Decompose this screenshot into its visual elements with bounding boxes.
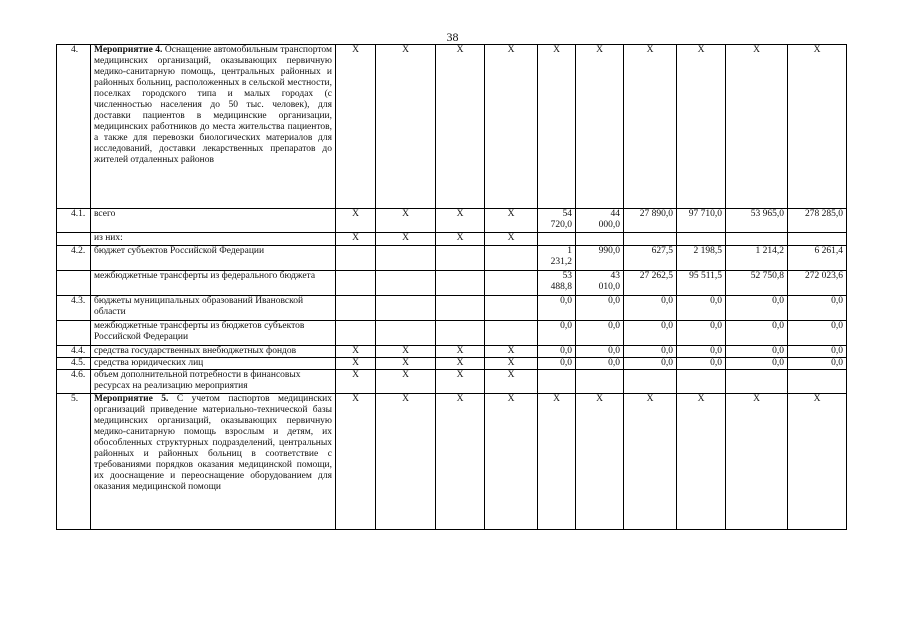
value-cell bbox=[436, 271, 485, 296]
value-cell: X bbox=[788, 45, 847, 209]
value-cell: X bbox=[376, 346, 436, 358]
value-cell: 0,0 bbox=[726, 358, 788, 370]
value-cell: 0,0 bbox=[677, 358, 726, 370]
value-cell: 53 488,8 bbox=[538, 271, 576, 296]
row-name: бюджет субъектов Российской Федерации bbox=[91, 246, 336, 271]
value-cell: X bbox=[336, 45, 376, 209]
row-name: межбюджетные трансферты из бюджетов субъектов Российской Федерации bbox=[91, 321, 336, 346]
value-cell: 0,0 bbox=[538, 358, 576, 370]
value-cell bbox=[376, 296, 436, 321]
table-row bbox=[57, 358, 847, 370]
row-number bbox=[57, 233, 91, 246]
value-cell: X bbox=[336, 209, 376, 233]
value-cell bbox=[376, 321, 436, 346]
value-cell: X bbox=[726, 45, 788, 209]
value-cell: 0,0 bbox=[576, 321, 624, 346]
row-number: 5. bbox=[57, 394, 91, 530]
value-cell bbox=[485, 271, 538, 296]
value-cell: X bbox=[538, 45, 576, 209]
value-cell bbox=[576, 370, 624, 394]
financing-table bbox=[56, 44, 847, 530]
measure-title: Мероприятие 5. bbox=[94, 394, 169, 404]
table-row bbox=[57, 233, 847, 246]
value-cell: X bbox=[436, 45, 485, 209]
value-cell: 0,0 bbox=[538, 346, 576, 358]
table-row bbox=[57, 209, 847, 233]
row-number: 4.1. bbox=[57, 209, 91, 233]
value-cell bbox=[336, 246, 376, 271]
value-cell: X bbox=[576, 394, 624, 530]
row-name bbox=[91, 394, 336, 530]
measure-description: С учетом паспортов медицинских организаций приведение материально-технической базы медицинских организаций, оказывающих первичную медико-санитарную помощь взрослым и детям, их обособленных структурных подразделений, центральных районных и районных больниц в соответствие с требованиями порядков оказания медицинской помощи, их дооснащение и переоснащение оборудованием для оказания медицинской помощи bbox=[94, 394, 332, 492]
row-number: 4.3. bbox=[57, 296, 91, 321]
row-name: средства государственных внебюджетных фондов bbox=[91, 346, 336, 358]
value-cell: X bbox=[485, 358, 538, 370]
value-cell: 6 261,4 bbox=[788, 246, 847, 271]
row-number: 4.5. bbox=[57, 358, 91, 370]
value-cell bbox=[376, 271, 436, 296]
table-row bbox=[57, 370, 847, 394]
row-number: 4.2. bbox=[57, 246, 91, 271]
value-cell: X bbox=[336, 370, 376, 394]
value-cell: 0,0 bbox=[624, 358, 677, 370]
table-row bbox=[57, 45, 847, 209]
value-cell: 0,0 bbox=[624, 346, 677, 358]
value-cell bbox=[538, 370, 576, 394]
value-cell: 0,0 bbox=[788, 358, 847, 370]
value-cell bbox=[624, 370, 677, 394]
value-cell bbox=[485, 296, 538, 321]
table-row bbox=[57, 271, 847, 296]
value-cell: 27 262,5 bbox=[624, 271, 677, 296]
row-number bbox=[57, 271, 91, 296]
value-cell bbox=[538, 233, 576, 246]
value-cell: X bbox=[485, 209, 538, 233]
measure-description: Оснащение автомобильным транспортом медицинских организаций, оказывающих первичную медико-санитарную помощь, центральных районных и районных больниц, расположенных в сельской местности, поселках городского типа и малых городах (с численностью населения до 50 тыс. человек), для доставки пациентов в медицинские организации, медицинских работников до места жительства пациентов, а также для перевозки биологических материалов для исследований, доставки лекарственных препаратов до жителей отдаленных районов bbox=[94, 45, 333, 165]
value-cell: X bbox=[485, 346, 538, 358]
value-cell: X bbox=[576, 45, 624, 209]
value-cell bbox=[336, 271, 376, 296]
value-cell: 0,0 bbox=[726, 346, 788, 358]
value-cell: X bbox=[336, 233, 376, 246]
value-cell: 990,0 bbox=[576, 246, 624, 271]
page-number: 38 bbox=[446, 30, 459, 44]
value-cell: 0,0 bbox=[624, 296, 677, 321]
value-cell: 2 198,5 bbox=[677, 246, 726, 271]
value-cell: 27 890,0 bbox=[624, 209, 677, 233]
value-cell bbox=[677, 370, 726, 394]
value-cell: 0,0 bbox=[624, 321, 677, 346]
value-cell: X bbox=[376, 233, 436, 246]
row-name: бюджеты муниципальных образований Ивановской области bbox=[91, 296, 336, 321]
value-cell: X bbox=[436, 358, 485, 370]
value-cell: 278 285,0 bbox=[788, 209, 847, 233]
value-cell: X bbox=[485, 394, 538, 530]
value-cell: X bbox=[538, 394, 576, 530]
value-cell: X bbox=[485, 45, 538, 209]
table-row bbox=[57, 296, 847, 321]
value-cell bbox=[677, 233, 726, 246]
value-cell: 52 750,8 bbox=[726, 271, 788, 296]
value-cell: 627,5 bbox=[624, 246, 677, 271]
value-cell bbox=[436, 321, 485, 346]
value-cell: X bbox=[376, 209, 436, 233]
value-cell: 95 511,5 bbox=[677, 271, 726, 296]
value-cell: X bbox=[788, 394, 847, 530]
value-cell: X bbox=[336, 358, 376, 370]
value-cell: 272 023,6 bbox=[788, 271, 847, 296]
value-cell bbox=[485, 246, 538, 271]
value-cell bbox=[336, 321, 376, 346]
value-cell bbox=[336, 296, 376, 321]
value-cell: 0,0 bbox=[726, 296, 788, 321]
table-row bbox=[57, 246, 847, 271]
value-cell: X bbox=[726, 394, 788, 530]
value-cell: 0,0 bbox=[677, 321, 726, 346]
value-cell: 0,0 bbox=[726, 321, 788, 346]
row-number: 4.4. bbox=[57, 346, 91, 358]
value-cell: X bbox=[485, 370, 538, 394]
value-cell: 0,0 bbox=[677, 296, 726, 321]
value-cell: X bbox=[436, 346, 485, 358]
value-cell: 0,0 bbox=[788, 346, 847, 358]
value-cell: 53 965,0 bbox=[726, 209, 788, 233]
value-cell: X bbox=[336, 346, 376, 358]
value-cell: 43 010,0 bbox=[576, 271, 624, 296]
value-cell: X bbox=[376, 370, 436, 394]
value-cell: 97 710,0 bbox=[677, 209, 726, 233]
measure-title: Мероприятие 4. bbox=[94, 45, 163, 55]
row-name: всего bbox=[91, 209, 336, 233]
value-cell: X bbox=[624, 394, 677, 530]
value-cell bbox=[376, 246, 436, 271]
value-cell bbox=[788, 233, 847, 246]
value-cell: X bbox=[624, 45, 677, 209]
value-cell: X bbox=[677, 394, 726, 530]
table-row bbox=[57, 346, 847, 358]
value-cell bbox=[726, 370, 788, 394]
value-cell: X bbox=[485, 233, 538, 246]
value-cell: 0,0 bbox=[576, 358, 624, 370]
value-cell: 0,0 bbox=[538, 296, 576, 321]
value-cell: 44 000,0 bbox=[576, 209, 624, 233]
row-name bbox=[91, 45, 336, 209]
value-cell: 0,0 bbox=[538, 321, 576, 346]
row-name: межбюджетные трансферты из федерального бюджета bbox=[91, 271, 336, 296]
row-number bbox=[57, 321, 91, 346]
value-cell: X bbox=[336, 394, 376, 530]
value-cell: 1 231,2 bbox=[538, 246, 576, 271]
value-cell bbox=[726, 233, 788, 246]
value-cell: 0,0 bbox=[788, 296, 847, 321]
value-cell: 0,0 bbox=[677, 346, 726, 358]
value-cell bbox=[576, 233, 624, 246]
value-cell: X bbox=[376, 358, 436, 370]
value-cell: 1 214,2 bbox=[726, 246, 788, 271]
value-cell: X bbox=[376, 45, 436, 209]
value-cell bbox=[624, 233, 677, 246]
row-name: из них: bbox=[91, 233, 336, 246]
value-cell bbox=[485, 321, 538, 346]
value-cell: X bbox=[436, 209, 485, 233]
table-row bbox=[57, 394, 847, 530]
value-cell: 0,0 bbox=[788, 321, 847, 346]
value-cell: 54 720,0 bbox=[538, 209, 576, 233]
value-cell: X bbox=[677, 45, 726, 209]
value-cell: X bbox=[436, 233, 485, 246]
table-body bbox=[57, 45, 847, 530]
value-cell bbox=[788, 370, 847, 394]
table-row bbox=[57, 321, 847, 346]
value-cell: 0,0 bbox=[576, 296, 624, 321]
value-cell bbox=[436, 246, 485, 271]
row-number: 4.6. bbox=[57, 370, 91, 394]
row-number: 4. bbox=[57, 45, 91, 209]
value-cell: X bbox=[436, 370, 485, 394]
value-cell bbox=[436, 296, 485, 321]
row-name: средства юридических лиц bbox=[91, 358, 336, 370]
value-cell: X bbox=[376, 394, 436, 530]
value-cell: 0,0 bbox=[576, 346, 624, 358]
row-name: объем дополнительной потребности в финансовых ресурсах на реализацию мероприятия bbox=[91, 370, 336, 394]
value-cell: X bbox=[436, 394, 485, 530]
